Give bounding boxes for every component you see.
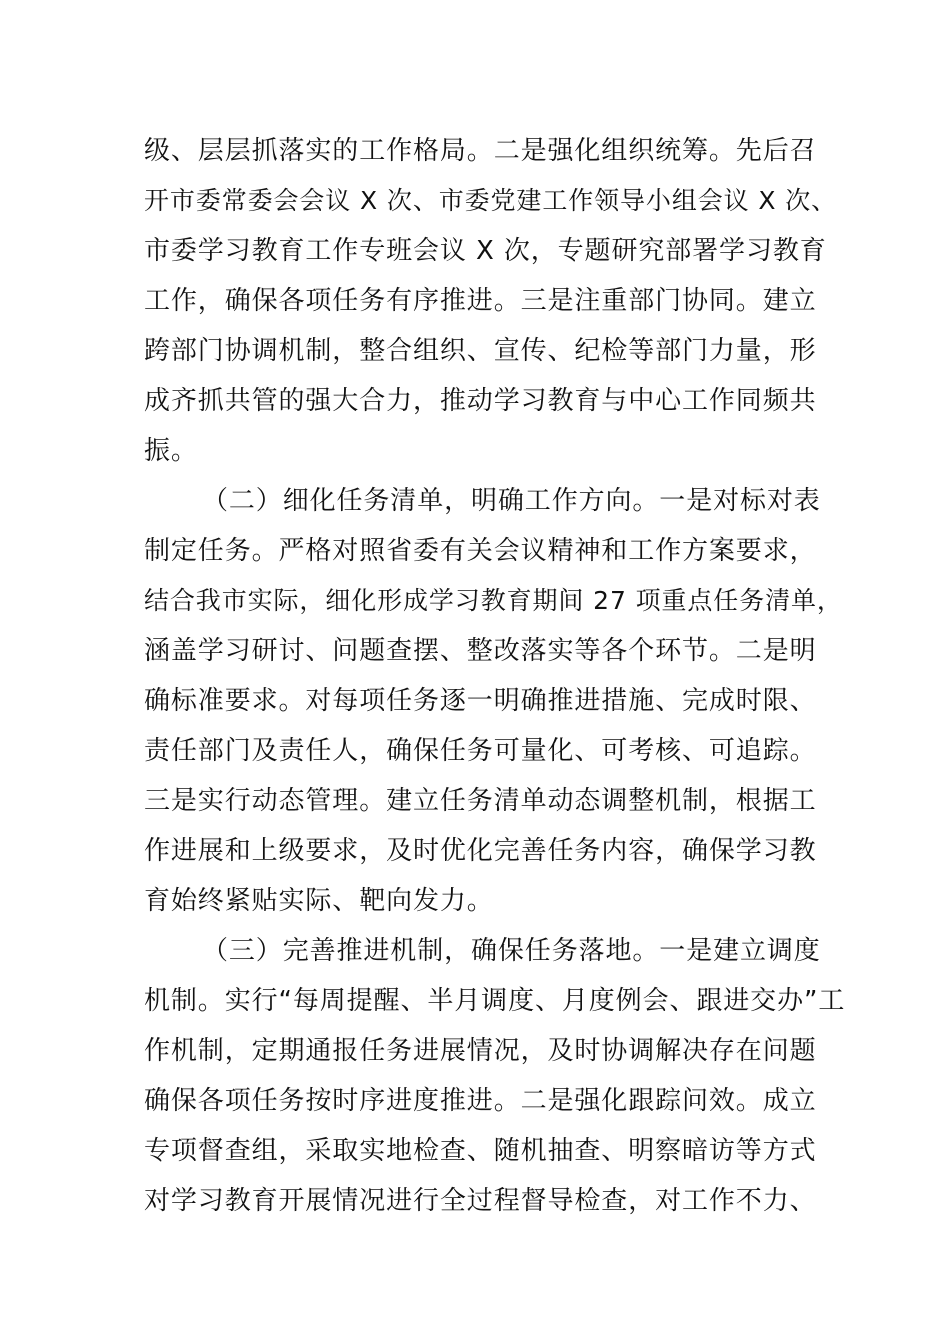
text-line: 开市委常委会会议 X 次、市委党建工作领导小组会议 X 次、 xyxy=(144,186,838,215)
text-line: 跨部门协调机制，整合组织、宣传、纪检等部门力量，形 xyxy=(144,336,817,366)
text-line: 工作，确保各项任务有序推进。三是注重部门协同。建立 xyxy=(144,286,817,316)
text-line: 作进展和上级要求，及时优化完善任务内容，确保学习教 xyxy=(144,836,817,866)
text-line: 责任部门及责任人，确保任务可量化、可考核、可追踪。 xyxy=(144,736,817,766)
text-line: 机制。实行“每周提醒、半月调度、月度例会、跟进交办”工 xyxy=(144,986,846,1016)
text-line: 振。 xyxy=(144,436,198,466)
text-line: 涵盖学习研讨、问题查摆、整改落实等各个环节。二是明 xyxy=(144,636,817,666)
section-heading-line: （二）细化任务清单，明确工作方向。一是对标对表 xyxy=(202,486,821,516)
text-line: 确标准要求。对每项任务逐一明确推进措施、完成时限、 xyxy=(144,686,817,716)
text-line: 专项督查组，采取实地检查、随机抽查、明察暗访等方式 xyxy=(144,1136,817,1166)
text-line: 市委学习教育工作专班会议 X 次，专题研究部署学习教育 xyxy=(144,236,827,266)
text-line: 作机制，定期通报任务进展情况，及时协调解决存在问题 xyxy=(144,1036,817,1066)
body-text xyxy=(144,126,844,1226)
text-line: 成齐抓共管的强大合力，推动学习教育与中心工作同频共 xyxy=(144,386,817,416)
text-line: 三是实行动态管理。建立任务清单动态调整机制，根据工 xyxy=(144,786,817,816)
text-line: 育始终紧贴实际、靶向发力。 xyxy=(144,886,494,916)
text-line: 制定任务。严格对照省委有关会议精神和工作方案要求， xyxy=(144,536,817,566)
section-heading-line: （三）完善推进机制，确保任务落地。一是建立调度 xyxy=(202,936,821,966)
text-line: 级、层层抓落实的工作格局。二是强化组织统筹。先后召 xyxy=(144,136,817,166)
text-line: 结合我市实际，细化形成学习教育期间 27 项重点任务清单， xyxy=(144,586,843,615)
text-line: 对学习教育开展情况进行全过程督导检查，对工作不力、 xyxy=(144,1186,817,1216)
text-line: 确保各项任务按时序进度推进。二是强化跟踪问效。成立 xyxy=(144,1086,817,1116)
